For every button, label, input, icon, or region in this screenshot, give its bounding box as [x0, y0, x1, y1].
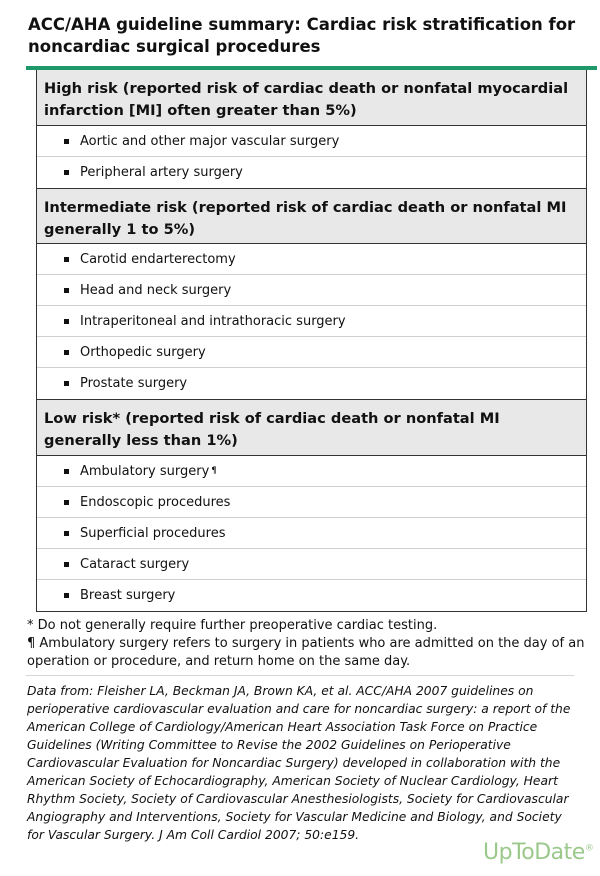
list-item	[37, 487, 586, 518]
item-label: Head and neck surgery	[80, 282, 232, 298]
item-label: Cataract surgery	[80, 556, 190, 572]
group-heading-high: High risk (reported risk of cardiac death or nonfatal myocardial infarction [MI] often greater than 5%)	[37, 70, 586, 126]
group-heading-low: Low risk* (reported risk of cardiac death or nonfatal MI generally less than 1%)	[37, 400, 586, 456]
item-label: Intraperitoneal and intrathoracic surgery	[80, 313, 346, 329]
registered-mark: ®	[584, 843, 594, 854]
footnote-divider	[26, 675, 574, 676]
risk-group-low	[37, 399, 586, 611]
bullet-icon	[64, 170, 69, 175]
item-label: Superficial procedures	[80, 525, 226, 541]
bullet-icon	[64, 469, 69, 474]
list-item	[37, 456, 586, 487]
bullet-icon	[64, 562, 69, 567]
footnote-asterisk: * Do not generally require further preoperative cardiac testing.	[27, 618, 438, 633]
group-heading-intermediate: Intermediate risk (reported risk of cardiac death or nonfatal MI generally 1 to 5%)	[37, 189, 586, 244]
logo-text: UpToDate	[483, 840, 585, 865]
item-label: Breast surgery	[80, 588, 176, 603]
list-item	[37, 368, 586, 399]
item-label: Aortic and other major vascular surgery	[80, 133, 340, 149]
list-item	[37, 244, 586, 275]
bullet-icon	[64, 531, 69, 536]
list-item	[37, 306, 586, 337]
item-label: Orthopedic surgery	[80, 344, 206, 360]
item-label: Carotid endarterectomy	[80, 251, 236, 267]
page-title: ACC/AHA guideline summary: Cardiac risk stratification for noncardiac surgical procedures	[28, 15, 576, 56]
footnote-marker: ¶	[211, 466, 217, 476]
item-label: Endoscopic procedures	[80, 494, 231, 510]
list-item	[37, 580, 586, 611]
bullet-icon	[64, 350, 69, 355]
list-item	[37, 549, 586, 580]
footnotes	[27, 617, 587, 671]
item-label: Ambulatory surgery	[80, 463, 210, 479]
citation: Data from: Fleisher LA, Beckman JA, Brown KA, et al. ACC/AHA 2007 guidelines on perioperative cardiovascular evaluation and care for noncardiac surgery: a report of the American College of Cardiology/American Heart Association Task Force on Practice Guidelines (Writing Committee to Revise the 2002 Guidelines on Perioperative Cardiovascular Evaluation for Noncardiac Surgery) developed in collaboration with the American Society of Echocardiography, American Society of Nuclear Cardiology, Heart Rhythm Society, Society of Cardiovascular Anesthesiologists, Society for Cardiovascular Angiography and Interventions, Society for Vascular Medicine and Biology, and Society for Vascular Surgery. J Am Coll Cardiol 2007; 50:e159.	[27, 684, 571, 842]
bullet-icon	[64, 288, 69, 293]
list-item	[37, 337, 586, 368]
list-item	[37, 126, 586, 157]
risk-table	[36, 70, 587, 612]
list-item	[37, 275, 586, 306]
list-item	[37, 518, 586, 549]
bullet-icon	[64, 381, 69, 386]
risk-group-intermediate	[37, 188, 586, 399]
bullet-icon	[64, 139, 69, 144]
bullet-icon	[64, 257, 69, 262]
item-label: Prostate surgery	[80, 376, 188, 391]
footnote-pilcrow: ¶ Ambulatory surgery refers to surgery in patients who are admitted on the day of an operation or procedure, and return home on the same day.	[27, 636, 585, 669]
risk-group-high	[37, 70, 586, 188]
list-item	[37, 157, 586, 188]
item-label: Peripheral artery surgery	[80, 165, 243, 180]
bullet-icon	[64, 593, 69, 598]
bullet-icon	[64, 500, 69, 505]
uptodate-logo	[483, 840, 598, 874]
bullet-icon	[64, 319, 69, 324]
